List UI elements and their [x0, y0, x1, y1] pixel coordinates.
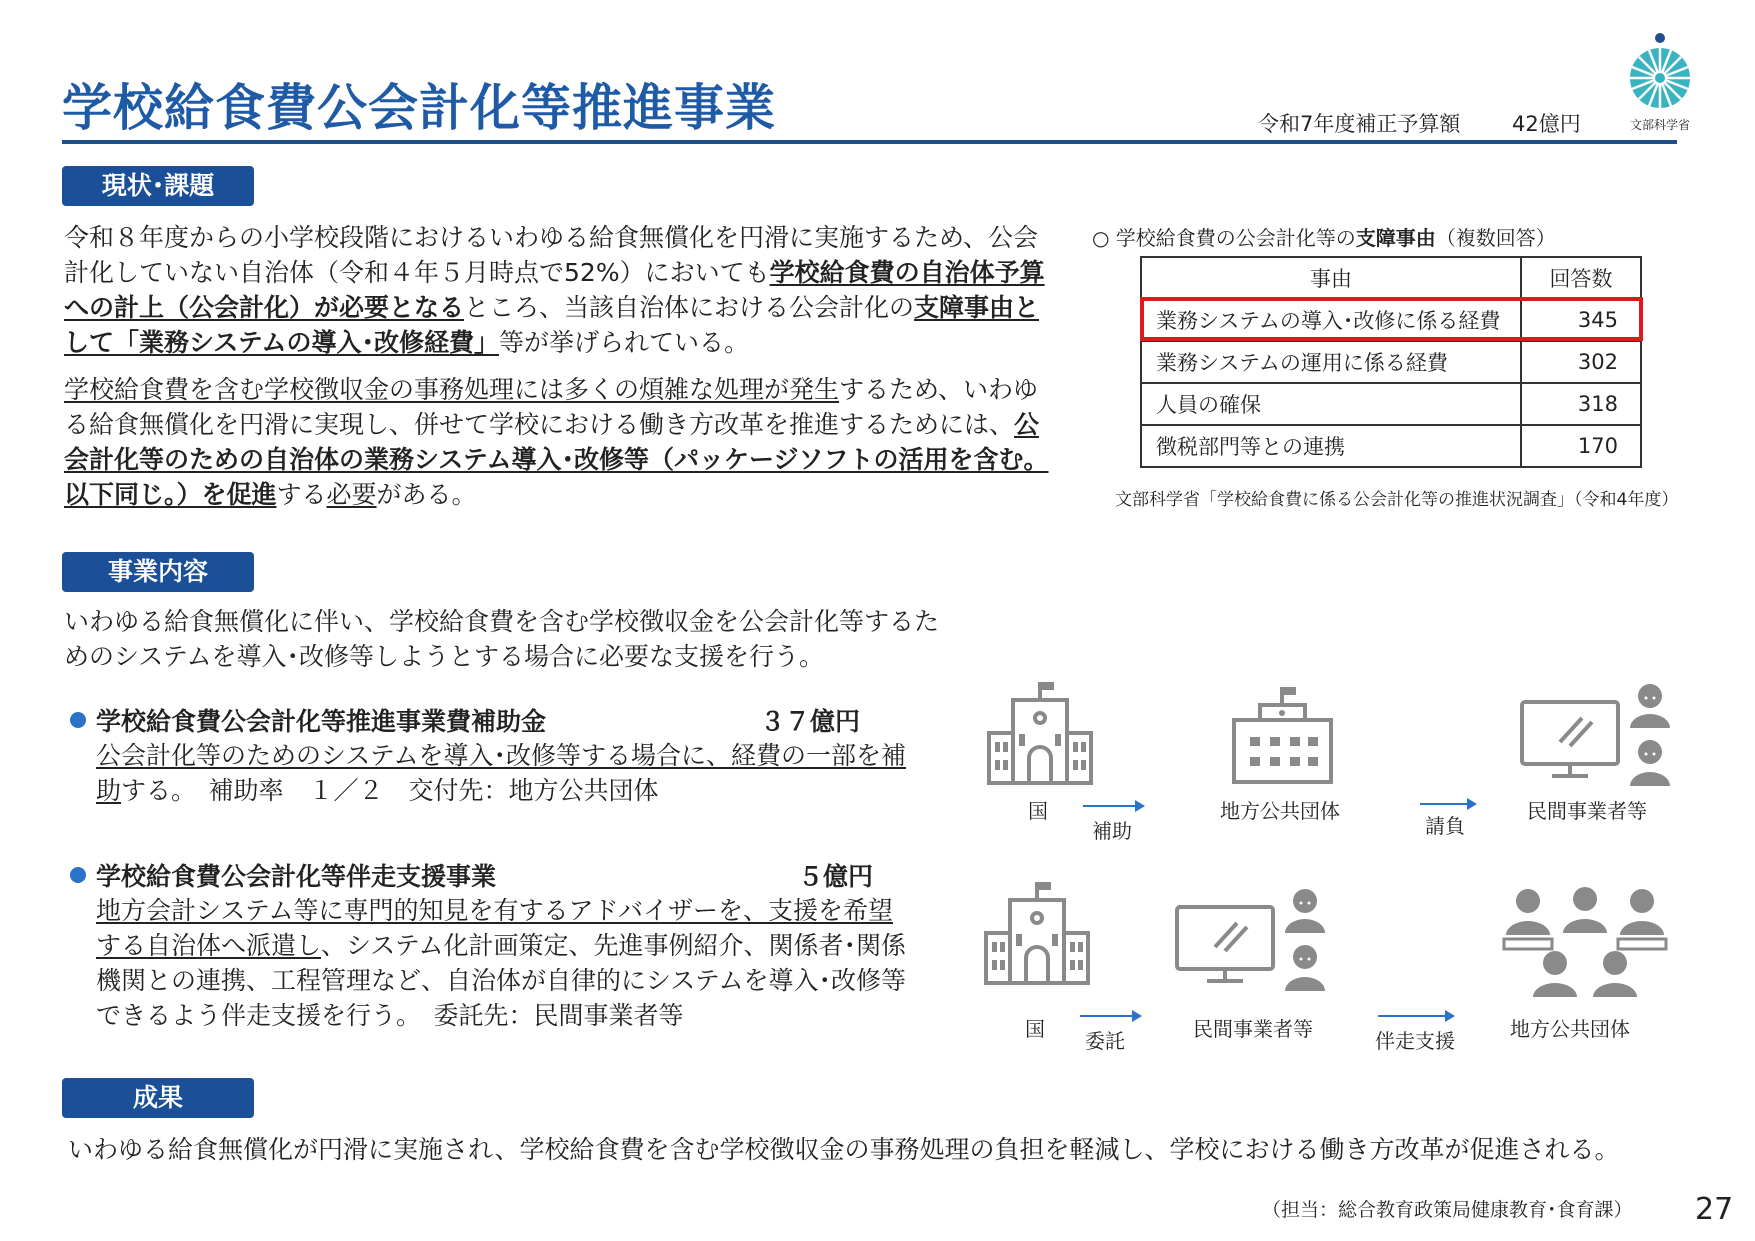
contact-note: （担当：総合教育政策局健康教育･食育課） [1262, 1199, 1633, 1221]
budget-label: 令和7年度補正予算額 [1258, 112, 1461, 136]
item1-amount: ３７億円 [760, 707, 861, 736]
page-number: 27 [1695, 1192, 1734, 1227]
item1-title: 学校給食費公会計化等推進事業費補助金 [96, 707, 547, 736]
text: 令和８年度からの小学校段階におけるいわゆる給食無償化を円滑に実施するため、公会計化していない自治体（令和４年５月時点で52%）においても [64, 223, 1039, 287]
table-row [1141, 341, 1641, 383]
ministry-name: 文部科学省 [1629, 118, 1690, 132]
arrow-right-icon [1083, 805, 1143, 807]
underlined-text: 学校給食費を含む学校徴収金の事務処理には多くの煩雑な処理が発生 [64, 375, 840, 404]
underlined-text: 地方会計システム等に専門的知見を有するアドバイザーを、支援を希望する自治体へ派遣し [96, 896, 894, 960]
text: するため、いわゆる給食無償化を円滑に実現し、併せて学校における働き方改革を推進するためには、 [64, 375, 1039, 439]
caption-text: （複数回答） [1435, 226, 1556, 250]
local-government-building-icon [1230, 685, 1335, 785]
emphasis: 公会計化等のための自治体の業務システム導入･改修等（パッケージソフトの活用を含む。以下同じ。）を促進 [64, 410, 1049, 509]
caption-emphasis: 支障事由 [1355, 226, 1436, 250]
diagram-arrow-label: 委託 [1085, 1029, 1125, 1053]
table-header-row [1141, 257, 1641, 299]
diagram-node-label: 地方公共団体 [1510, 1017, 1630, 1041]
reason-table [1140, 256, 1642, 468]
count-cell: 318 [1521, 383, 1641, 425]
diagram-node-label: 地方公共団体 [1220, 799, 1340, 823]
section-label-current: 現状･課題 [62, 166, 254, 206]
underlined-text: 公会計化等のためのシステムを導入･改修等する場合に、経費の一部を補助 [96, 741, 907, 805]
underlined-text: 必要 [326, 480, 377, 509]
diagram-arrow-label: 請負 [1425, 814, 1465, 838]
item2-amount: ５億円 [798, 862, 874, 891]
government-building-icon [982, 880, 1092, 985]
emphasis: 学校給食費の自治体予算への計上（公会計化）が必要となる [64, 258, 1045, 322]
diagram-node-label: 国 [1025, 1017, 1045, 1041]
diagram-node-label: 国 [1028, 799, 1048, 823]
count-cell: 170 [1521, 425, 1641, 467]
table-row [1141, 425, 1641, 467]
computer-with-staff-icon [1175, 885, 1325, 1000]
bullet-dot-icon [70, 712, 86, 728]
page-title: 学校給食費公会計化等推進事業 [62, 79, 776, 137]
diagram-arrow-label: 伴走支援 [1375, 1029, 1455, 1053]
text: ところ、当該自治体における公会計化の [464, 293, 915, 322]
text: する。 補助率 １／２ 交付先：地方公共団体 [121, 776, 659, 805]
survey-source: 文部科学省「学校給食費に係る公会計化等の推進状況調査」（令和4年度） [1115, 490, 1679, 510]
count-cell: 302 [1521, 341, 1641, 383]
header-count: 回答数 [1521, 257, 1641, 299]
bullet-dot-icon [70, 867, 86, 883]
diagram-node-label: 民間事業者等 [1193, 1017, 1313, 1041]
arrow-right-icon [1378, 1015, 1453, 1017]
budget-value: 42億円 [1512, 112, 1581, 136]
section-label-result: 成果 [62, 1078, 254, 1118]
survey-caption [1092, 222, 1556, 251]
current-paragraph-2 [64, 372, 1059, 512]
arrow-right-icon [1420, 803, 1475, 805]
reason-cell: 徴税部門等との連携 [1141, 425, 1521, 467]
caption-text: ○ 学校給食費の公会計化等の [1092, 226, 1356, 250]
text: 、システム化計画策定、先進事例紹介、関係者･関係機関との連携、工程管理など、自治体が自律的にシステムを導入･改修等できるよう伴走支援を行う。 委託先：民間事業者等 [96, 931, 907, 1030]
count-cell: 345 [1521, 299, 1641, 341]
item2-title: 学校給食費公会計化等伴走支援事業 [96, 862, 497, 891]
item1-description [96, 738, 916, 808]
header-reason: 事由 [1141, 257, 1521, 299]
reason-cell: 人員の確保 [1141, 383, 1521, 425]
item2-description [96, 893, 916, 1033]
result-text: いわゆる給食無償化が円滑に実施され、学校給食費を含む学校徴収金の事務処理の負担を軽減し、学校における働き方改革が促進される。 [68, 1135, 1620, 1164]
table-row [1141, 383, 1641, 425]
arrow-right-icon [1080, 1015, 1140, 1017]
diagram-node-label: 民間事業者等 [1527, 799, 1647, 823]
computer-with-staff-icon [1520, 680, 1670, 795]
text: がある。 [376, 480, 477, 509]
emphasis: 支障事由として「業務システムの導入･改修経費」 [64, 293, 1040, 357]
highlight-box [1140, 297, 1643, 341]
government-building-icon [985, 680, 1095, 785]
title-underline [62, 140, 1677, 144]
people-group-icon [1500, 885, 1670, 1010]
current-paragraph-1 [64, 220, 1059, 360]
content-intro: いわゆる給食無償化に伴い、学校給食費を含む学校徴収金を公会計化等するためのシステムを導入･改修等しようとする場合に必要な支援を行う。 [64, 607, 940, 671]
text: する [276, 480, 327, 509]
section-label-content: 事業内容 [62, 552, 254, 592]
reason-cell: 業務システムの運用に係る経費 [1141, 341, 1521, 383]
diagram-arrow-label: 補助 [1092, 819, 1132, 843]
text: 等が挙げられている。 [499, 328, 750, 357]
reason-cell: 業務システムの導入･改修に係る経費 [1141, 299, 1521, 341]
